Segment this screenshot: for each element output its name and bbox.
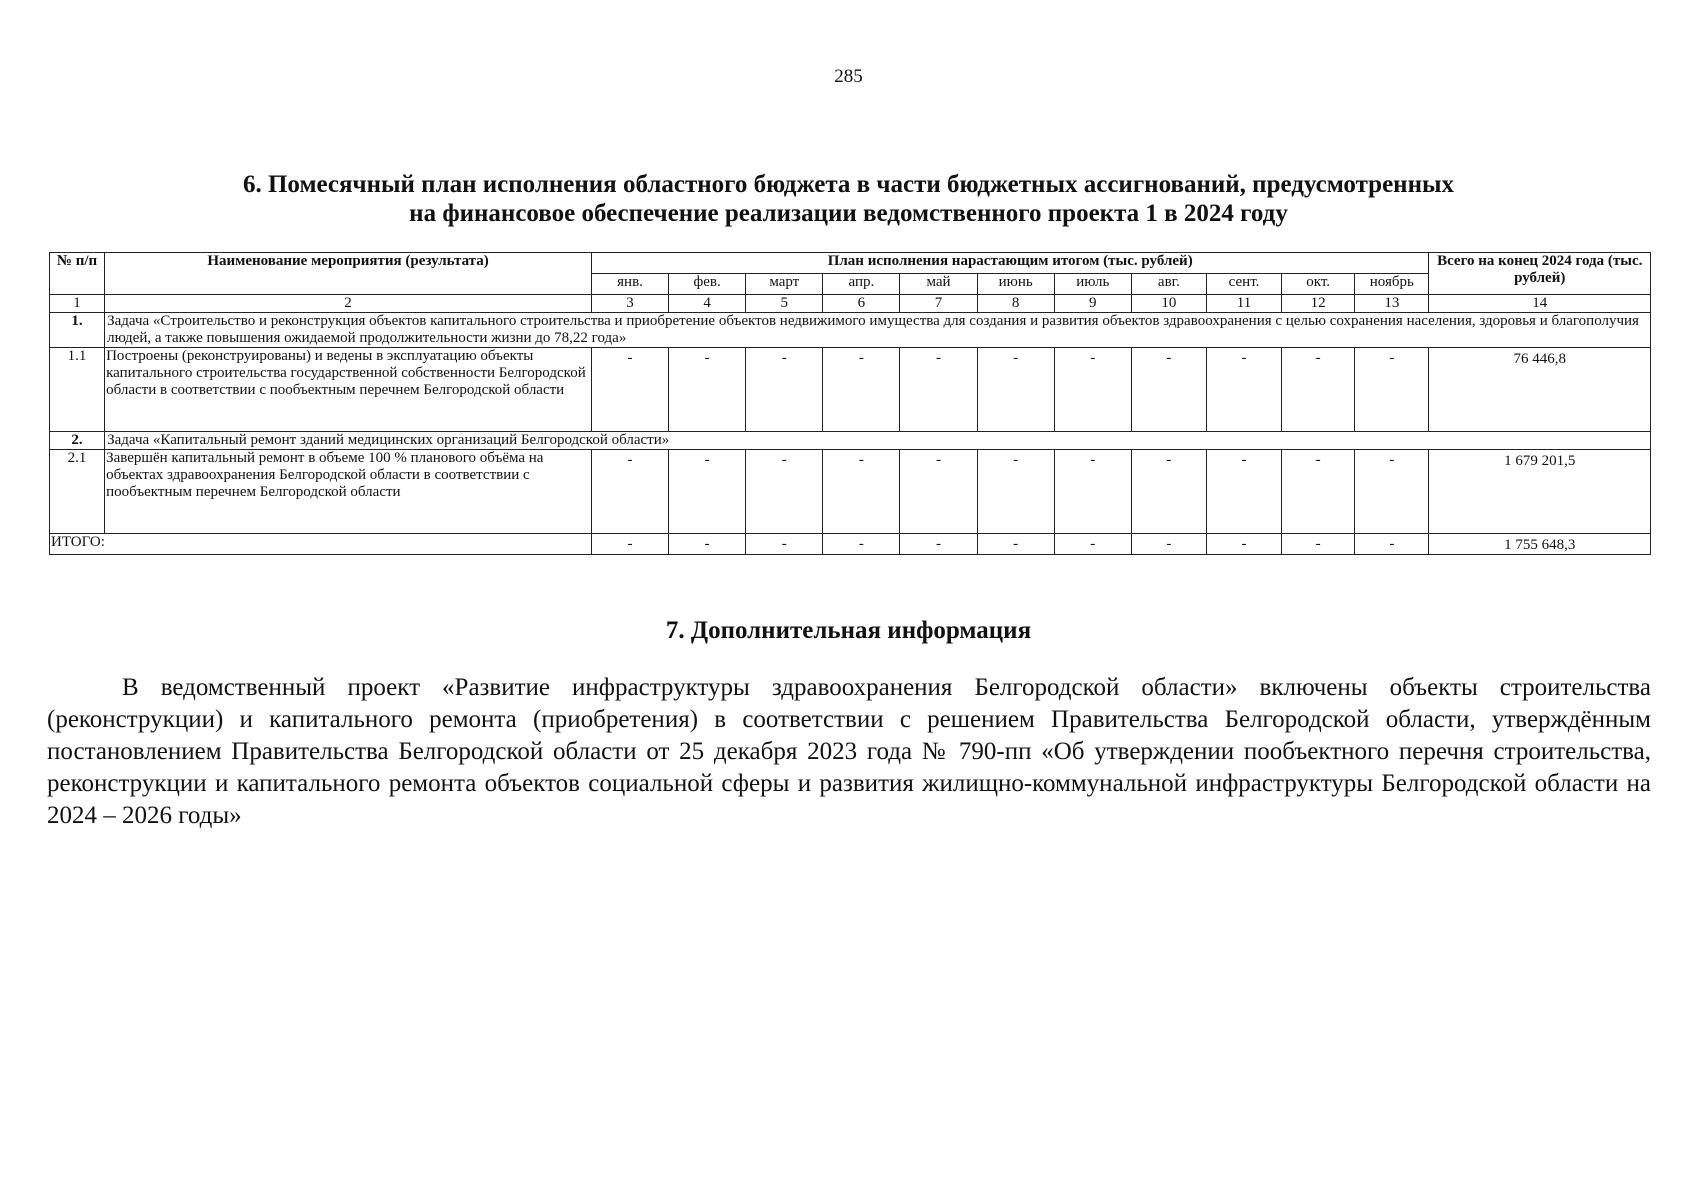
column-index: 1 <box>50 295 105 313</box>
row-2-1-total: 1 679 201,5 <box>1429 450 1651 534</box>
column-index: 6 <box>823 295 900 313</box>
table-row-1-1 <box>50 348 1651 432</box>
month-header: апр. <box>823 274 900 295</box>
table-row-2-1 <box>50 450 1651 534</box>
month-value: - <box>1131 348 1206 432</box>
month-value: - <box>746 534 823 555</box>
paragraph-text: В ведомственный проект «Развитие инфраструктуры здравоохранения Белгородской области» включены объекты строительства (реконструкции) и капитального ремонта (приобретения) в соответствии с решением Правительства Белгородской области, утверждённым постановлением Правительства Белгородской области от 25 декабря 2023 года № 790-пп «Об утверждении пообъектного перечня строительства, реконструкции и капитального ремонта объектов социальной сферы и развития жилищно-коммунальной инфраструктуры Белгородской области на 2024 – 2026 годы» <box>47 674 1651 829</box>
row-1-1-total: 76 446,8 <box>1429 348 1651 432</box>
task-1-num: 1. <box>50 313 105 348</box>
month-value: - <box>1054 534 1131 555</box>
month-header: май <box>900 274 977 295</box>
row-2-1-name: Завершён капитальный ремонт в объеме 100 % планового объёма на объектах здравоохранения Белгородской области в соответствии с пообъектным перечнем Белгородской области <box>105 450 592 534</box>
budget-plan-table <box>49 252 1651 555</box>
month-value: - <box>591 450 668 534</box>
header-num: № п/п <box>50 253 105 295</box>
month-header: окт. <box>1282 274 1355 295</box>
column-index: 2 <box>105 295 592 313</box>
column-index-row <box>50 295 1651 313</box>
column-index: 14 <box>1429 295 1651 313</box>
task-1-text: Задача «Строительство и реконструкция объектов капитального строительства и приобретение объектов недвижимого имущества для создания и развития объектов здравоохранения с целью сохранения населения, здоровья и благополучия людей, а также повышения ожидаемой продолжительности жизни до 78,22 года» <box>105 313 1651 348</box>
month-value: - <box>1206 534 1281 555</box>
column-index: 9 <box>1054 295 1131 313</box>
total-label: ИТОГО: <box>50 534 592 555</box>
month-value: - <box>900 534 977 555</box>
task-2-num: 2. <box>50 432 105 450</box>
month-value: - <box>1355 450 1429 534</box>
month-value: - <box>977 534 1054 555</box>
month-value: - <box>1054 450 1131 534</box>
month-value: - <box>669 534 746 555</box>
month-header: март <box>746 274 823 295</box>
month-value: - <box>669 348 746 432</box>
month-value: - <box>900 450 977 534</box>
month-value: - <box>1131 450 1206 534</box>
total-row <box>50 534 1651 555</box>
column-index: 5 <box>746 295 823 313</box>
month-header: ноябрь <box>1355 274 1429 295</box>
month-header: июнь <box>977 274 1054 295</box>
month-value: - <box>1282 534 1355 555</box>
additional-info-paragraph <box>47 672 1651 832</box>
month-value: - <box>823 534 900 555</box>
month-value: - <box>823 450 900 534</box>
month-value: - <box>900 348 977 432</box>
header-name: Наименование мероприятия (результата) <box>105 253 592 295</box>
month-value: - <box>1054 348 1131 432</box>
month-value: - <box>977 348 1054 432</box>
month-value: - <box>591 348 668 432</box>
column-index: 11 <box>1206 295 1281 313</box>
column-index: 13 <box>1355 295 1429 313</box>
header-total: Всего на конец 2024 года (тыс. рублей) <box>1429 253 1651 295</box>
column-index: 3 <box>591 295 668 313</box>
month-header: июль <box>1054 274 1131 295</box>
section-6-title-line2: на финансовое обеспечение реализации ведомственного проекта 1 в 2024 году <box>409 200 1288 227</box>
month-value: - <box>1282 450 1355 534</box>
month-value: - <box>977 450 1054 534</box>
column-index: 8 <box>977 295 1054 313</box>
column-index: 4 <box>669 295 746 313</box>
month-header: сент. <box>1206 274 1281 295</box>
page-number: 285 <box>834 66 863 87</box>
task-row-1 <box>50 313 1651 348</box>
month-value: - <box>669 450 746 534</box>
month-value: - <box>591 534 668 555</box>
month-value: - <box>1282 348 1355 432</box>
row-2-1-num: 2.1 <box>50 450 105 534</box>
column-index: 10 <box>1131 295 1206 313</box>
month-value: - <box>1131 534 1206 555</box>
month-value: - <box>823 348 900 432</box>
section-6-title-line1: 6. Помесячный план исполнения областного бюджета в части бюджетных ассигнований, предусмотренных <box>242 171 1454 198</box>
task-2-text: Задача «Капитальный ремонт зданий медицинских организаций Белгородской области» <box>105 432 1651 450</box>
month-value: - <box>1355 348 1429 432</box>
month-header: янв. <box>591 274 668 295</box>
month-value: - <box>746 450 823 534</box>
month-header: фев. <box>669 274 746 295</box>
grand-total: 1 755 648,3 <box>1429 534 1651 555</box>
month-value: - <box>1206 348 1281 432</box>
month-header: авг. <box>1131 274 1206 295</box>
column-index: 7 <box>900 295 977 313</box>
section-7-title: 7. Дополнительная информация <box>665 617 1032 644</box>
section-6-title <box>0 170 1697 228</box>
header-row-1 <box>50 253 1651 274</box>
row-1-1-name: Построены (реконструированы) и ведены в эксплуатацию объекты капитального строительства государственной собственности Белгородской области в соответствии с пообъектным перечнем Белгородской области <box>105 348 592 432</box>
month-value: - <box>746 348 823 432</box>
month-value: - <box>1355 534 1429 555</box>
header-plan: План исполнения нарастающим итогом (тыс. рублей) <box>591 253 1428 274</box>
task-row-2 <box>50 432 1651 450</box>
month-value: - <box>1206 450 1281 534</box>
column-index: 12 <box>1282 295 1355 313</box>
row-1-1-num: 1.1 <box>50 348 105 432</box>
